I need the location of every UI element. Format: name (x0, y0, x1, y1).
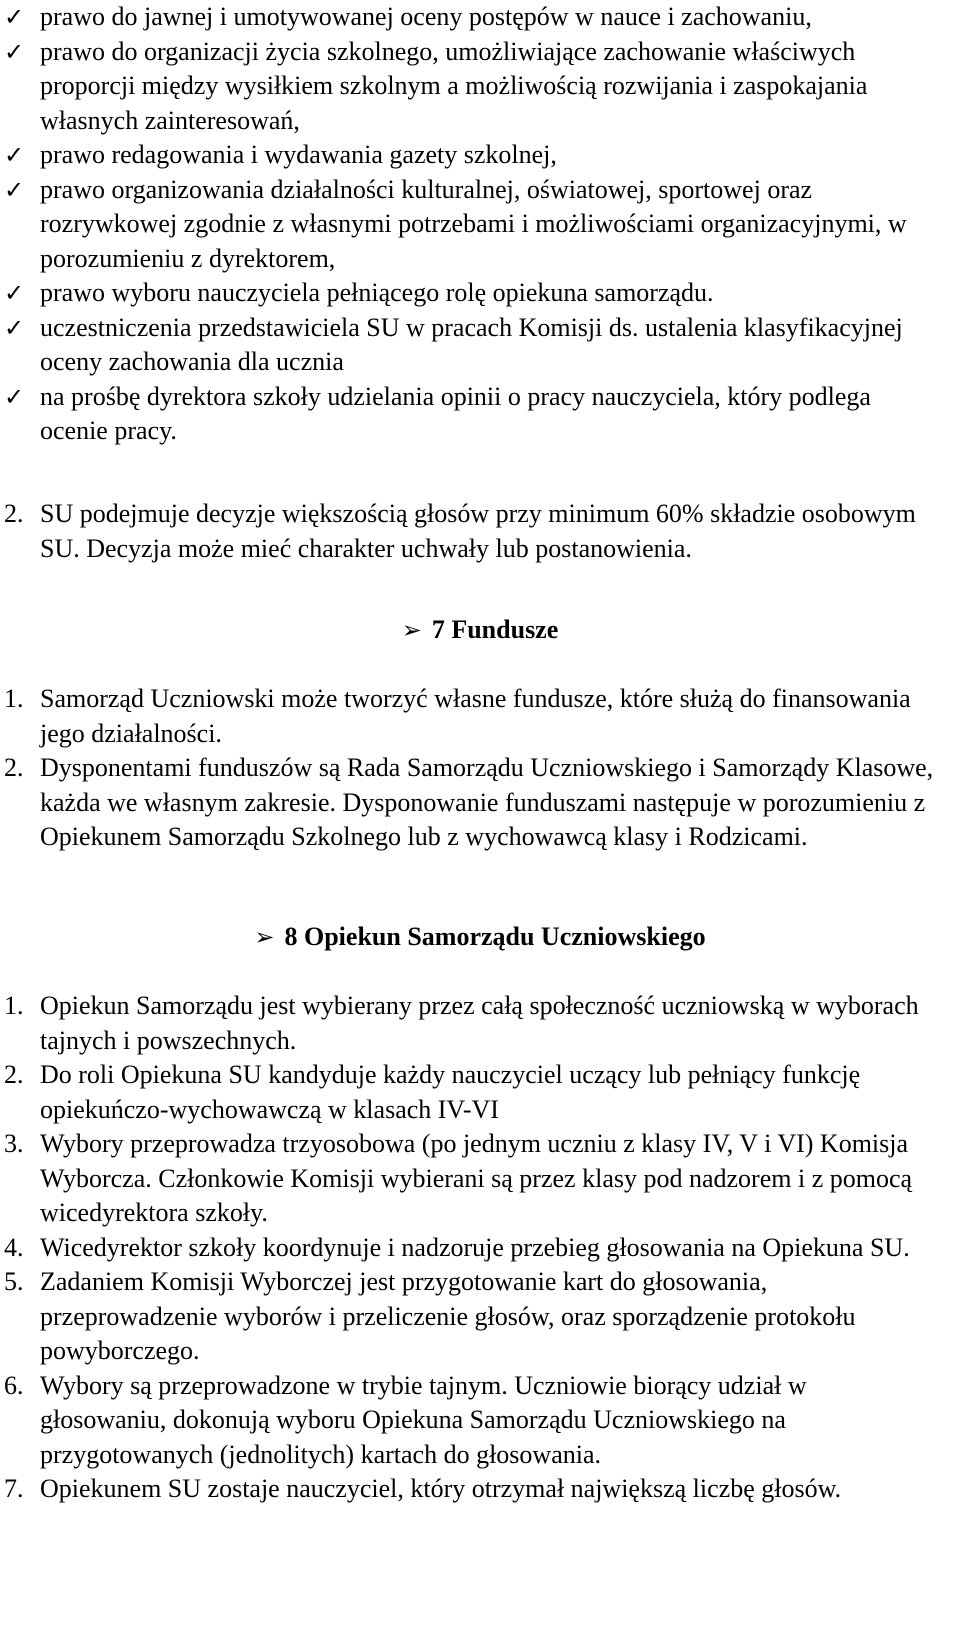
list-item (4, 1265, 934, 1369)
paragraph-number: 2. (4, 499, 24, 528)
list-item-number: 6. (4, 1370, 24, 1400)
list-item-text: Wicedyrektor szkoły koordynuje i nadzoruje przebieg głosowania na Opiekuna SU. (40, 1232, 910, 1262)
check-mark-icon: ✓ (4, 141, 25, 169)
check-mark-icon: ✓ (4, 313, 25, 342)
section-8-title: 8 Opiekun Samorządu Uczniowskiego (284, 922, 706, 951)
list-item (4, 1472, 934, 1507)
checklist-item (4, 138, 934, 173)
list-item-number: 4. (4, 1232, 24, 1262)
list-item-number: 7. (4, 1474, 24, 1503)
arrow-bullet-icon: ➢ (254, 923, 275, 951)
checklist-item (4, 0, 934, 35)
checklist-item (4, 276, 934, 311)
check-mark-icon: ✓ (4, 382, 25, 411)
checklist-item (4, 311, 934, 380)
list-item-text: Do roli Opiekuna SU kandyduje każdy nauczyciel uczący lub pełniący funkcję opiekuńczo-wychowawczą w klasach IV-VI (40, 1060, 861, 1124)
list-item-number: 3. (4, 1129, 24, 1158)
list-item-number: 5. (4, 1267, 24, 1296)
checklist-item-text: prawo organizowania działalności kulturalnej, oświatowej, sportowej oraz rozrywkowej zgodnie z własnymi potrzebami i możliwościami organizacyjnymi, w porozumieniu z dyrektorem, (40, 174, 907, 273)
checklist-item-text: uczestniczenia przedstawiciela SU w pracach Komisji ds. ustalenia klasyfikacyjnej oceny zachowania dla ucznia (40, 312, 903, 376)
list-item (4, 989, 934, 1058)
list-item (4, 1369, 934, 1473)
check-mark-icon: ✓ (4, 279, 25, 307)
list-item (4, 682, 934, 751)
checklist-item-text: prawo redagowania i wydawania gazety szkolnej, (40, 140, 557, 169)
checklist-item (4, 380, 934, 449)
list-item-number: 2. (4, 753, 24, 782)
list-item-text: Dysponentami funduszów są Rada Samorządu Uczniowskiego i Samorządy Klasowe, każda we własnym zakresie. Dysponowanie funduszami następuje w porozumieniu z Opiekunem Samorządu Szkolnego lub z wychowawcą klasy i Rodzicami. (40, 753, 934, 851)
list-item (4, 1058, 934, 1127)
list-item-text: Wybory przeprowadza trzyosobowa (po jednym uczniu z klasy IV, V i VI) Komisja Wyborcza. Członkowie Komisji wybierani są przez klasy pod nadzorem i z pomocą wicedyrektora szkoły. (40, 1129, 913, 1227)
list-item-text: Samorząd Uczniowski może tworzyć własne fundusze, które służą do finansowania jego działalności. (40, 684, 911, 748)
paragraph-text: SU podejmuje decyzje większością głosów przy minimum 60% składzie osobowym SU. Decyzja może mieć charakter uchwały lub postanowienia. (40, 499, 916, 563)
list-item (4, 751, 934, 855)
list-item-number: 2. (4, 1060, 24, 1089)
checklist-item-text: prawo wyboru nauczyciela pełniącego rolę opiekuna samorządu. (40, 278, 714, 307)
section-8-heading (0, 920, 960, 955)
section-8-list (4, 989, 934, 1507)
decisions-paragraph (4, 497, 934, 566)
checklist-item (4, 35, 934, 139)
check-mark-icon: ✓ (4, 3, 25, 31)
list-item-number: 1. (4, 684, 24, 713)
list-item-number: 1. (4, 991, 24, 1020)
section-7-title: 7 Fundusze (431, 615, 559, 644)
arrow-bullet-icon: ➢ (401, 616, 422, 644)
list-item (4, 1231, 934, 1266)
list-item-text: Opiekun Samorządu jest wybierany przez całą społeczność uczniowską w wyborach tajnych i powszechnych. (40, 991, 919, 1055)
list-item-text: Wybory są przeprowadzone w trybie tajnym. Uczniowie biorący udział w głosowaniu, dokonują wyboru Opiekuna Samorządu Uczniowskiego na przygotowanych (jednolitych) kartach do głosowania. (40, 1370, 807, 1469)
checklist-item-text: na prośbę dyrektora szkoły udzielania opinii o pracy nauczyciela, który podlega ocenie pracy. (40, 381, 871, 445)
list-item (4, 1127, 934, 1231)
list-item-text: Opiekunem SU zostaje nauczyciel, który otrzymał największą liczbę głosów. (40, 1474, 842, 1503)
check-mark-icon: ✓ (4, 37, 25, 66)
checklist-item-text: prawo do jawnej i umotywowanej oceny postępów w nauce i zachowaniu, (40, 2, 812, 31)
section-7-list (4, 682, 934, 855)
list-item-text: Zadaniem Komisji Wyborczej jest przygotowanie kart do głosowania, przeprowadzenie wyborów i przeliczenie głosów, oraz sporządzenie protokołu powyborczego. (40, 1267, 856, 1365)
section-7-heading (0, 613, 960, 648)
rights-checklist (4, 0, 934, 449)
checklist-item-text: prawo do organizacji życia szkolnego, umożliwiające zachowanie właściwych proporcji między wysiłkiem szkolnym a możliwością rozwijania i zaspokajania własnych zainteresowań, (40, 36, 868, 135)
checklist-item (4, 173, 934, 277)
check-mark-icon: ✓ (4, 175, 25, 204)
